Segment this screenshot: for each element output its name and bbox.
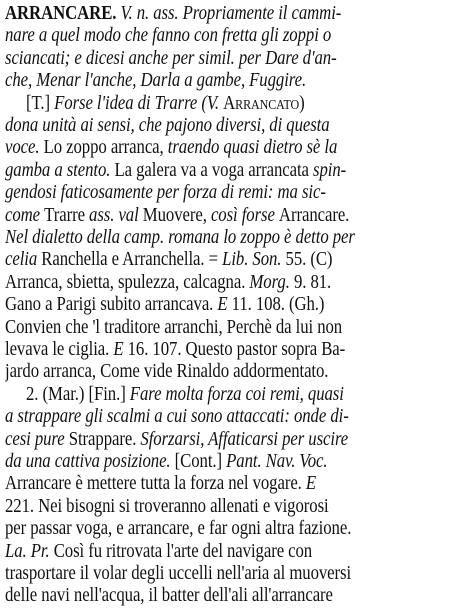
entry-line: [5, 293, 402, 317]
entry-line: [5, 450, 402, 474]
entry-text-segment: [Cont.]: [174, 451, 227, 472]
entry-text-segment: La galera va a voga arrancata: [114, 159, 314, 181]
entry-line: [5, 517, 402, 541]
entry-text-segment: da una cattiva posizione.: [5, 451, 175, 472]
entry-text-segment: ass. val: [89, 204, 143, 226]
entry-text-segment: 221. Nei bisogni si troveranno allenati e vigorosi: [5, 495, 329, 517]
entry-line: [5, 360, 402, 384]
entry-text-segment: La. Pr.: [5, 540, 54, 562]
entry-text-segment: delle navi nell'acqua, il batter dell'ali all'arrancare: [5, 585, 333, 607]
entry-text-segment: 2. (Mar.) [Fin.]: [26, 383, 130, 405]
entry-line: [26, 383, 405, 407]
entry-line: [5, 472, 402, 496]
entry-text-segment: E: [305, 473, 317, 495]
entry-text-segment: per passar voga, e arrancare, e far ogni altra fazione.: [5, 518, 352, 540]
entry-line: [5, 204, 402, 228]
entry-line: [5, 584, 402, 608]
entry-text-segment: Nel dialetto della camp. romana lo zoppo è detto per: [5, 227, 355, 248]
entry-line: [5, 562, 402, 586]
entry-line: [5, 271, 402, 295]
entry-text-segment: celia: [5, 249, 42, 271]
entry-text-segment: 11. 108. (Gh.): [231, 294, 325, 316]
entry-text-segment: E: [217, 294, 232, 316]
entry-text-segment: V. n. ass. Propriamente il cammi-: [116, 3, 342, 24]
entry-line: [5, 495, 402, 519]
entry-text-segment: Lib. Son.: [222, 249, 286, 271]
entry-text-segment: Arranca, sbietta, spulezza, calcagna.: [5, 271, 250, 293]
entry-line: [5, 338, 402, 362]
entry-text-segment: Lo zoppo arranca,: [43, 137, 168, 159]
entry-line: [5, 159, 402, 183]
entry-text-segment: Sforzarsi, Affaticarsi per uscire: [140, 428, 349, 450]
entry-text-segment: Arrancato: [223, 92, 300, 114]
entry-line: [5, 181, 402, 205]
entry-text-segment: Trarre: [44, 204, 90, 226]
entry-line: [5, 226, 402, 250]
entry-line: [5, 540, 402, 564]
entry-text-segment: cesi pure: [5, 428, 69, 450]
entry-text-segment: jardo arranca, Come vide Rinaldo addormentato.: [5, 361, 329, 383]
entry-text-segment: levava le ciglia.: [5, 339, 114, 360]
entry-line: [5, 2, 402, 26]
entry-text-segment: Arrancare è mettere tutta la forza nel vogare.: [5, 473, 306, 495]
entry-text-segment: Morg.: [249, 271, 294, 293]
entry-line: [5, 405, 402, 429]
entry-text-segment: Fare molta forza coi remi, quasi: [129, 383, 344, 405]
entry-text-segment: nare a quel modo che fanno con fretta gli zoppi o: [5, 25, 332, 47]
entry-line: [5, 24, 402, 48]
entry-text-segment: 16. 107. Questo pastor sopra Ba-: [127, 339, 346, 360]
entry-line: [5, 69, 402, 93]
entry-text-segment: [T.]: [26, 92, 55, 114]
entry-text-segment: come: [5, 204, 45, 226]
entry-text-segment: 55. (C): [285, 249, 333, 271]
entry-text-segment: Così fu ritrovata l'arte del navigare con: [53, 540, 313, 562]
entry-line: [5, 316, 402, 340]
entry-text-segment: Muovere,: [142, 204, 211, 226]
entry-text-segment: Ranchella e Arranchella. =: [41, 249, 223, 271]
entry-text-segment: traendo quasi dietro sè la: [167, 137, 338, 159]
entry-text-segment: così forse: [210, 204, 279, 226]
entry-text-segment: E: [113, 339, 128, 360]
entry-line: [5, 248, 402, 272]
entry-text-segment: gendosi faticosamente per forza di remi: ma sic-: [5, 182, 326, 204]
entry-text-segment: spin-: [313, 159, 347, 181]
entry-line: [5, 136, 402, 160]
entry-text-segment: Pant. Nav. Voc.: [226, 451, 328, 472]
entry-line: [26, 92, 405, 116]
entry-text-segment: Forse l'idea di Trarre (V.: [54, 92, 224, 114]
entry-line: [5, 47, 402, 71]
entry-text-segment: 9. 81.: [293, 271, 332, 293]
entry-text-segment: ): [299, 92, 305, 114]
entry-text-segment: Convien che 'l traditore arranchi, Perchè da lui non: [5, 316, 343, 338]
entry-text-segment: Arrancare.: [278, 204, 350, 226]
entry-text-segment: a strappare gli scalmi a cui sono attaccati: onde di-: [5, 406, 349, 428]
entry-text-segment: Gano a Parigi subito arrancava.: [5, 294, 218, 316]
entry-line: [5, 428, 402, 452]
entry-text-segment: che, Menar l'anche, Darla a gambe, Fuggire.: [5, 70, 307, 92]
entry-text-segment: sciancati; e dicesi anche per simil. per Dare d'an-: [5, 47, 337, 69]
entry-text-segment: dona unità ai sensi, che pajono diversi, di questa: [5, 115, 330, 136]
entry-text-segment: trasportare il volar degli uccelli nell'aria al muoversi: [5, 563, 352, 584]
entry-text-segment: gamba a stento.: [5, 159, 115, 181]
entry-text-segment: Strappare.: [68, 428, 141, 450]
entry-line: [5, 114, 402, 138]
entry-headword: ARRANCARE.: [5, 3, 117, 24]
entry-text-segment: voce.: [5, 137, 44, 159]
